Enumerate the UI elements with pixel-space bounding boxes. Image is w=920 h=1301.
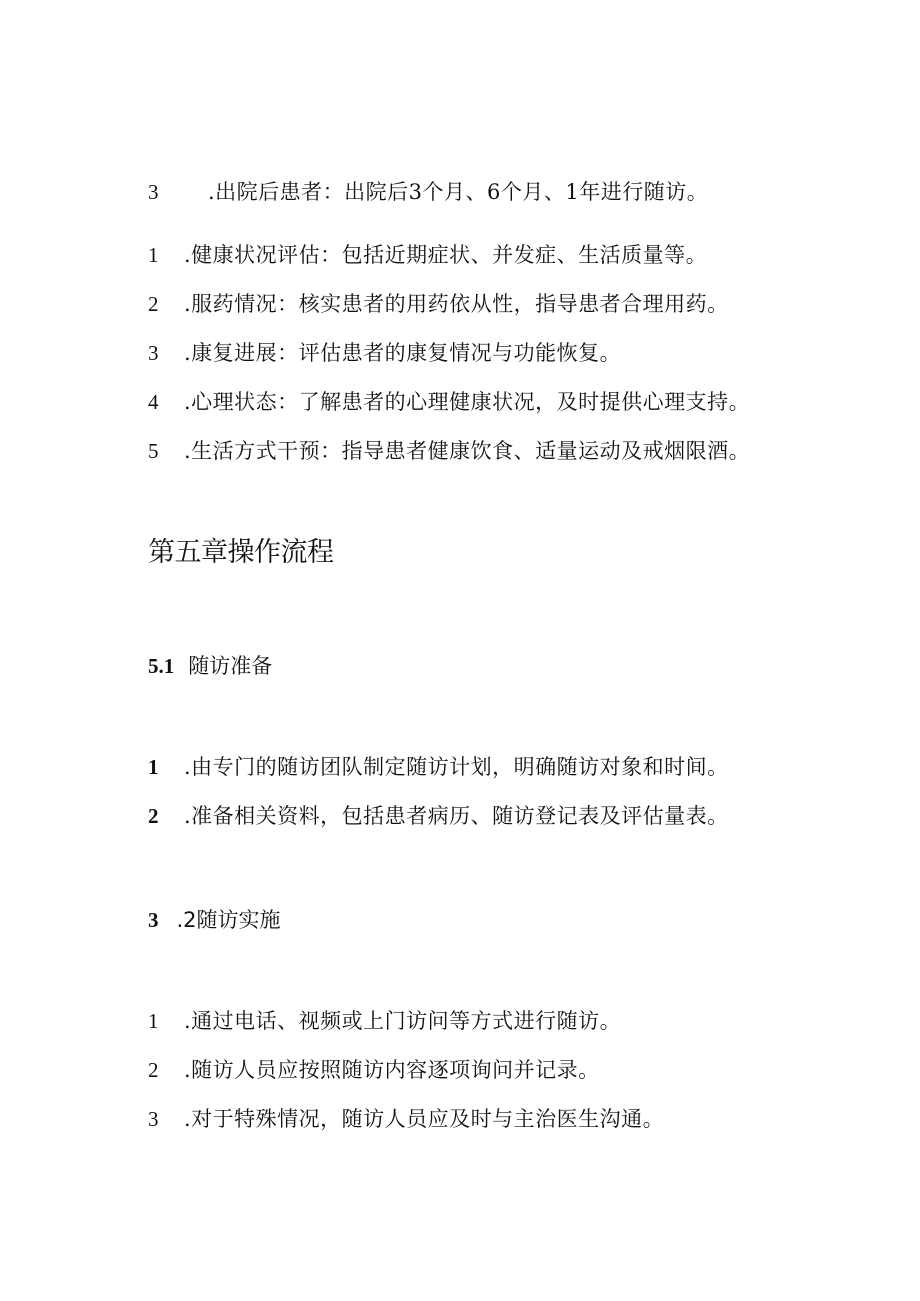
- section-heading-implementation: [148, 906, 281, 934]
- section-title: .2随访实施: [176, 908, 281, 932]
- list-item: [148, 290, 729, 318]
- list-number: 3: [148, 341, 159, 365]
- section-number: 3: [148, 908, 159, 932]
- list-item: [148, 1105, 664, 1133]
- section-title: 随访准备: [188, 654, 273, 678]
- list-number: 3: [148, 180, 159, 204]
- list-number: 2: [148, 292, 159, 316]
- list-item: [148, 437, 750, 465]
- list-text: .服药情况：核实患者的用药依从性，指导患者合理用药。: [184, 292, 729, 316]
- list-item: [148, 339, 621, 367]
- list-text: .随访人员应按照随访内容逐项询问并记录。: [184, 1058, 600, 1082]
- intro-list-item: [148, 178, 708, 206]
- list-item: [148, 241, 707, 269]
- list-item: [148, 388, 750, 416]
- list-item: [148, 753, 729, 781]
- section-heading-preparation: [148, 652, 272, 680]
- list-item: [148, 1007, 621, 1035]
- list-number: 4: [148, 390, 159, 414]
- list-number: 3: [148, 1107, 159, 1131]
- list-number: 1: [148, 243, 159, 267]
- list-item: [148, 1056, 600, 1084]
- list-text: .通过电话、视频或上门访问等方式进行随访。: [184, 1009, 622, 1033]
- list-number: 1: [148, 1009, 159, 1033]
- chapter-title: 第五章操作流程: [148, 537, 334, 568]
- list-text: .康复进展：评估患者的康复情况与功能恢复。: [184, 341, 622, 365]
- list-number: 5: [148, 439, 159, 463]
- list-item: [148, 802, 729, 830]
- list-number: 2: [148, 804, 159, 828]
- list-text: .生活方式干预：指导患者健康饮食、适量运动及戒烟限酒。: [184, 439, 751, 463]
- list-text: .对于特殊情况，随访人员应及时与主治医生沟通。: [184, 1107, 665, 1131]
- list-number: 1: [148, 755, 159, 779]
- list-text: .准备相关资料，包括患者病历、随访登记表及评估量表。: [184, 804, 729, 828]
- list-text: .健康状况评估：包括近期症状、并发症、生活质量等。: [184, 243, 708, 267]
- section-number: 5.1: [148, 654, 175, 678]
- list-number: 2: [148, 1058, 159, 1082]
- list-text: .由专门的随访团队制定随访计划，明确随访对象和时间。: [184, 755, 729, 779]
- list-text: .心理状态：了解患者的心理健康状况，及时提供心理支持。: [184, 390, 751, 414]
- list-text: .出院后患者：出院后3个月、6个月、1年进行随访。: [208, 180, 709, 204]
